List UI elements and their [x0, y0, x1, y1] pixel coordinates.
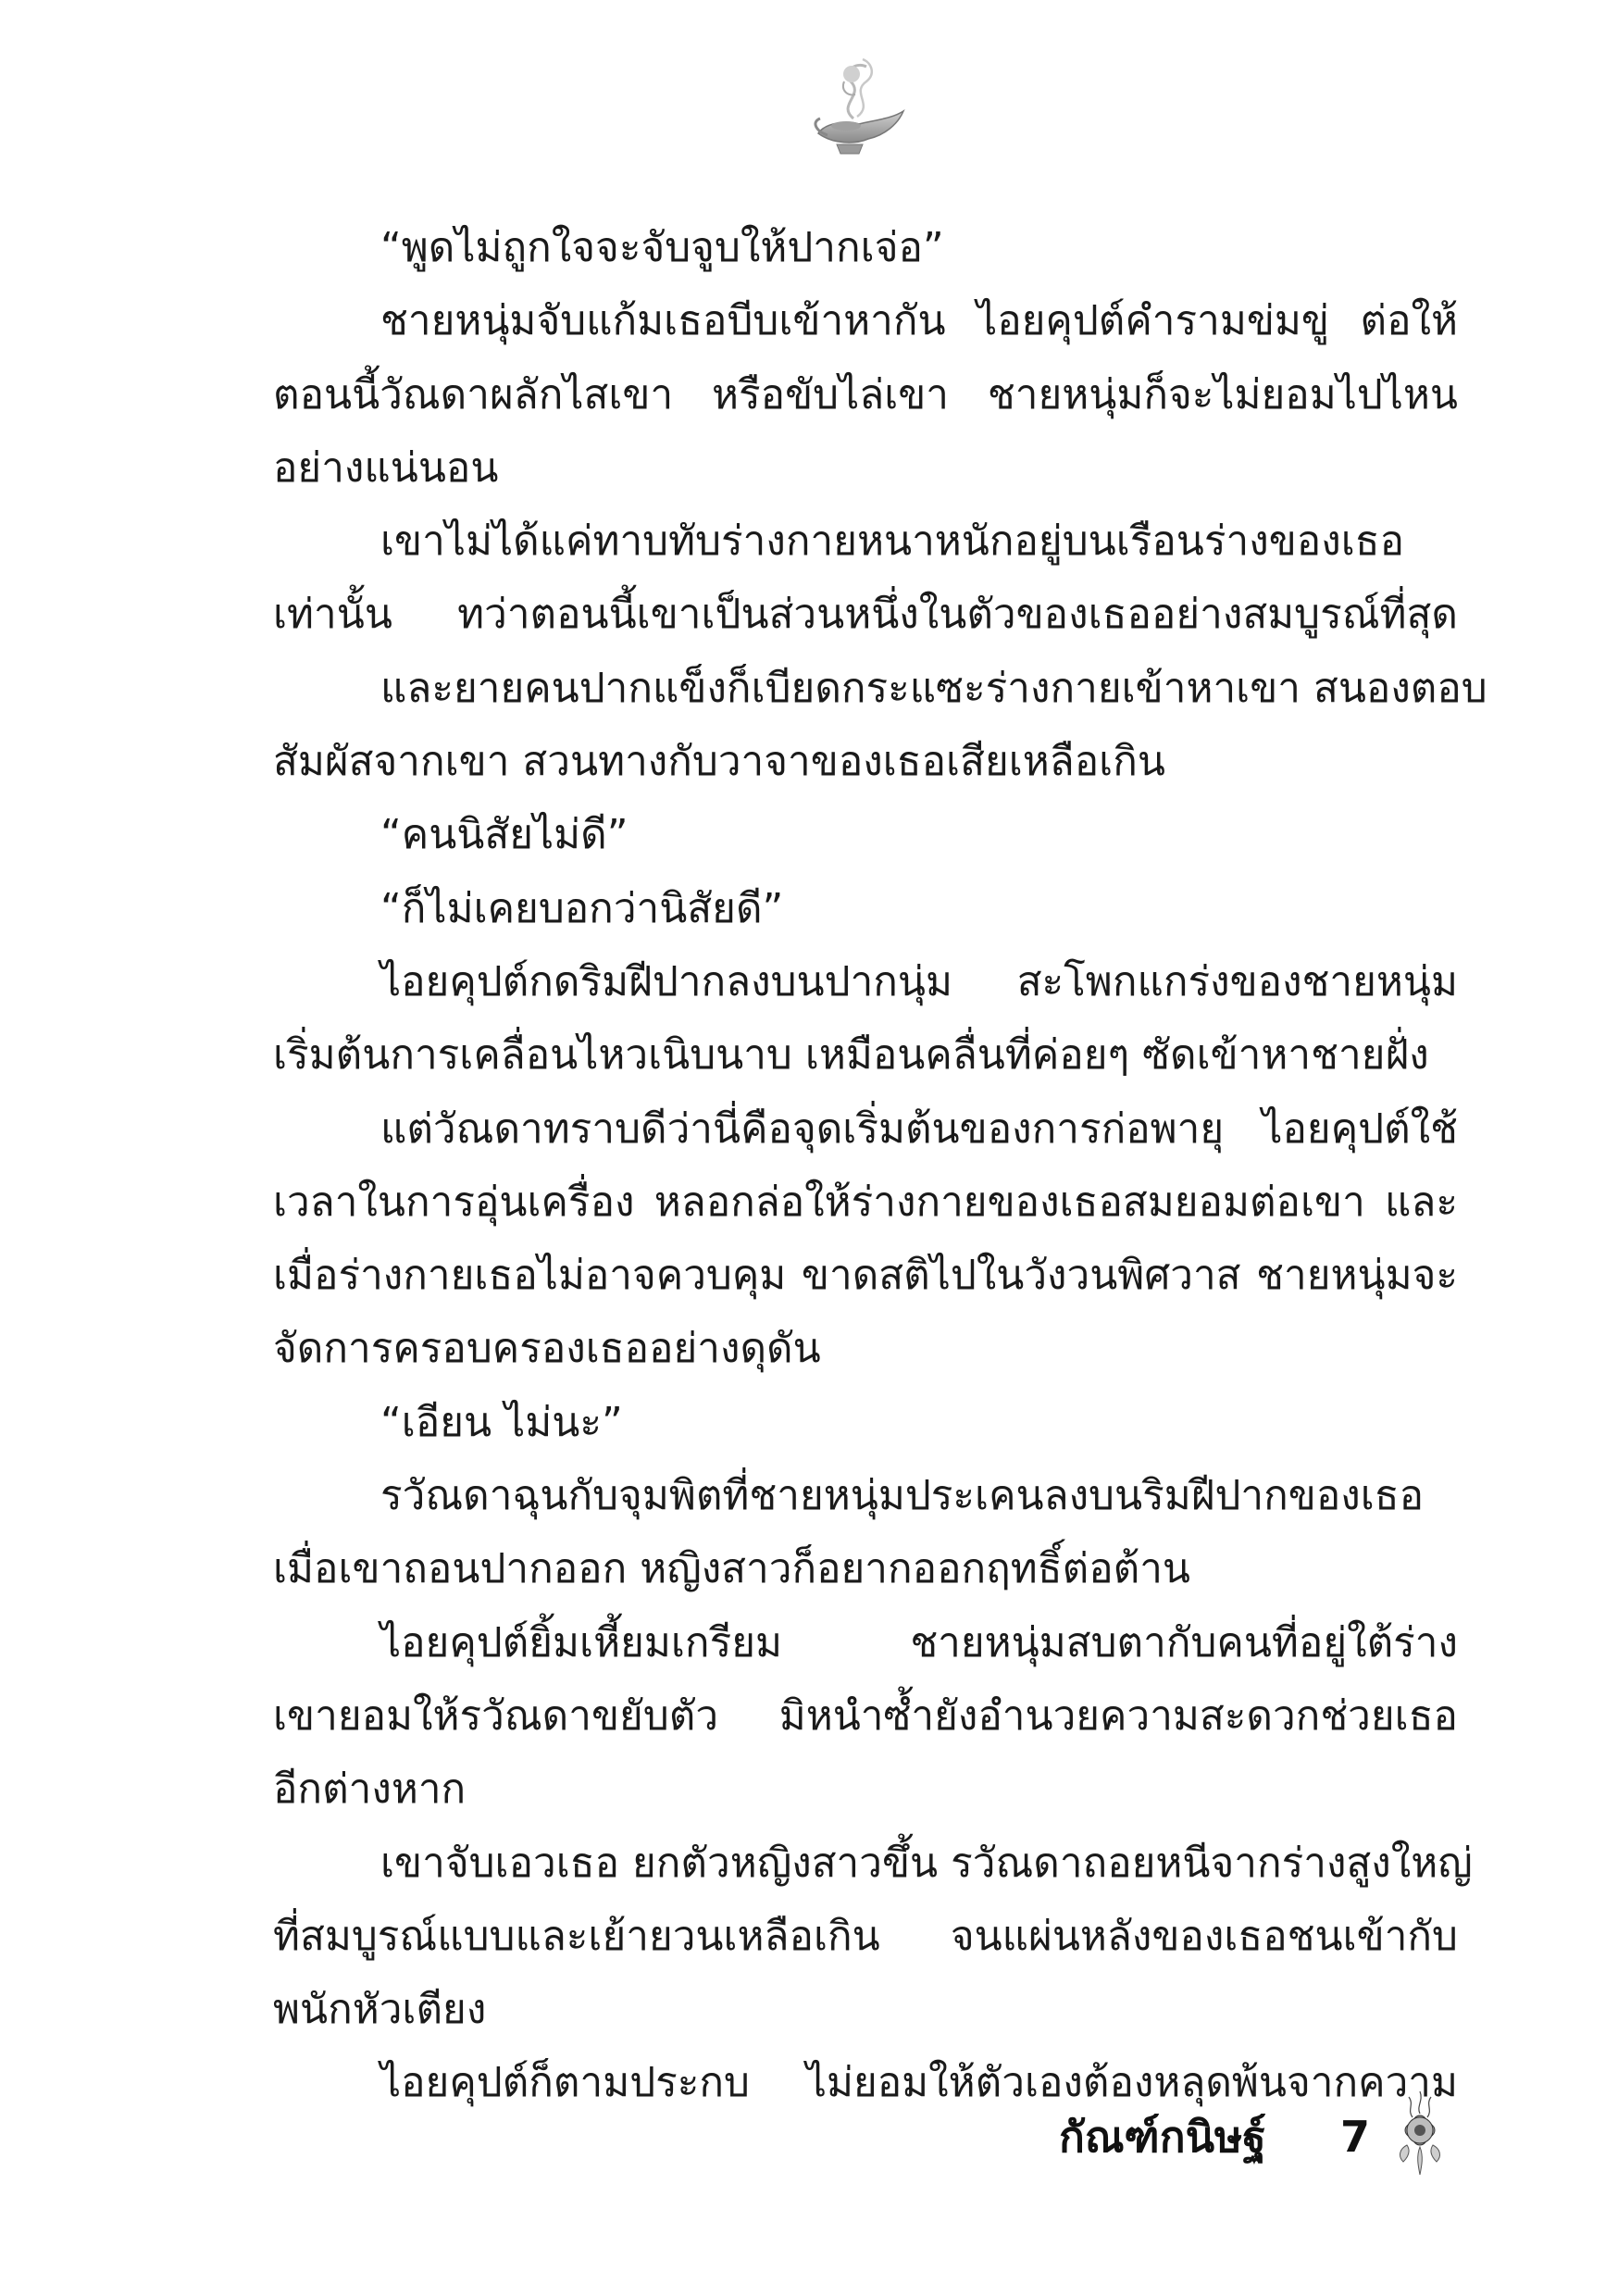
- text-line: อีกต่างหาก: [273, 1766, 467, 1814]
- text-line: ไอยคุปต์ยิ้มเหี้ยมเกรียม ชายหนุ่มสบตากับคนที่อยู่ใต้ร่าง: [380, 1618, 1458, 1666]
- text-line: จัดการครอบครองเธออย่างดุดัน: [273, 1325, 821, 1373]
- book-title: กัณฑ์กนิษฐ์: [1059, 2112, 1266, 2162]
- text-line: เขาไม่ได้แค่ทาบทับร่างกายหนาหนักอยู่บนเรือนร่างของเธอ: [380, 518, 1405, 566]
- text-line: เวลาในการอุ่นเครื่อง หลอกล่อให้ร่างกายของเธอสมยอมต่อเขา และ: [273, 1178, 1458, 1226]
- text-line: ตอนนี้วัณดาผลักไสเขา หรือขับไล่เขา ชายหนุ่มก็จะไม่ยอมไปไหน: [273, 370, 1458, 418]
- text-line: ชายหนุ่มจับแก้มเธอบีบเข้าหากัน ไอยคุปต์คำรามข่มขู่ ต่อให้: [380, 297, 1458, 345]
- text-line: ไอยคุปต์ก็ตามประกบ ไม่ยอมให้ตัวเองต้องหลุดพ้นจากความ: [380, 2059, 1458, 2107]
- genie-lamp-ornament: [800, 54, 911, 165]
- text-line: “คนนิสัยไม่ดี”: [380, 811, 629, 859]
- text-line: ที่สมบูรณ์แบบและเย้ายวนเหลือเกิน จนแผ่นหลังของเธอชนเข้ากับ: [273, 1912, 1458, 1960]
- text-line: เท่านั้น ทว่าตอนนี้เขาเป็นส่วนหนึ่งในตัวของเธออย่างสมบูรณ์ที่สุด: [273, 591, 1458, 639]
- text-line: เริ่มต้นการเคลื่อนไหวเนิบนาบ เหมือนคลื่นที่ค่อยๆ ซัดเข้าหาชายฝั่ง: [273, 1031, 1429, 1079]
- text-line: สัมผัสจากเขา สวนทางกับวาจาของเธอเสียเหลือเกิน: [273, 738, 1165, 786]
- text-line: และยายคนปากแข็งก็เบียดกระแซะร่างกายเข้าหาเขา สนองตอบ: [380, 664, 1487, 712]
- page-body: [273, 211, 1487, 2120]
- text-line: “เอียน ไม่นะ”: [380, 1398, 623, 1446]
- text-line: “พูดไม่ถูกใจจะจับจูบให้ปากเจ่อ”: [380, 224, 944, 271]
- page-footer: [0, 2088, 1618, 2199]
- text-line: เขาจับเอวเธอ ยกตัวหญิงสาวขึ้น รวัณดาถอยหนีจากร่างสูงใหญ่: [380, 1839, 1473, 1887]
- text-line: เมื่อร่างกายเธอไม่อาจควบคุม ขาดสติไปในวังวนพิศวาส ชายหนุ่มจะ: [273, 1252, 1458, 1300]
- flower-ornament-icon: [1383, 2088, 1457, 2180]
- text-line: อย่างแน่นอน: [273, 443, 499, 492]
- text-line: เขายอมให้รวัณดาขยับตัว มิหนำซ้ำยังอำนวยความสะดวกช่วยเธอ: [273, 1691, 1458, 1740]
- text-line: ไอยคุปต์กดริมฝีปากลงบนปากนุ่ม สะโพกแกร่งของชายหนุ่ม: [380, 957, 1458, 1005]
- text-line: รวัณดาฉุนกับจุมพิตที่ชายหนุ่มประเคนลงบนริมฝีปากของเธอ: [380, 1472, 1425, 1520]
- text-line: พนักหัวเตียง: [273, 1986, 487, 2034]
- text-line: “ก็ไม่เคยบอกว่านิสัยดี”: [380, 884, 784, 932]
- text-line: แต่วัณดาทราบดีว่านี่คือจุดเริ่มต้นของการก่อพายุ ไอยคุปต์ใช้: [380, 1104, 1458, 1153]
- text-line: เมื่อเขาถอนปากออก หญิงสาวก็อยากออกฤทธิ์ต่อต้าน: [273, 1545, 1190, 1593]
- page-number: 7: [1340, 2112, 1371, 2162]
